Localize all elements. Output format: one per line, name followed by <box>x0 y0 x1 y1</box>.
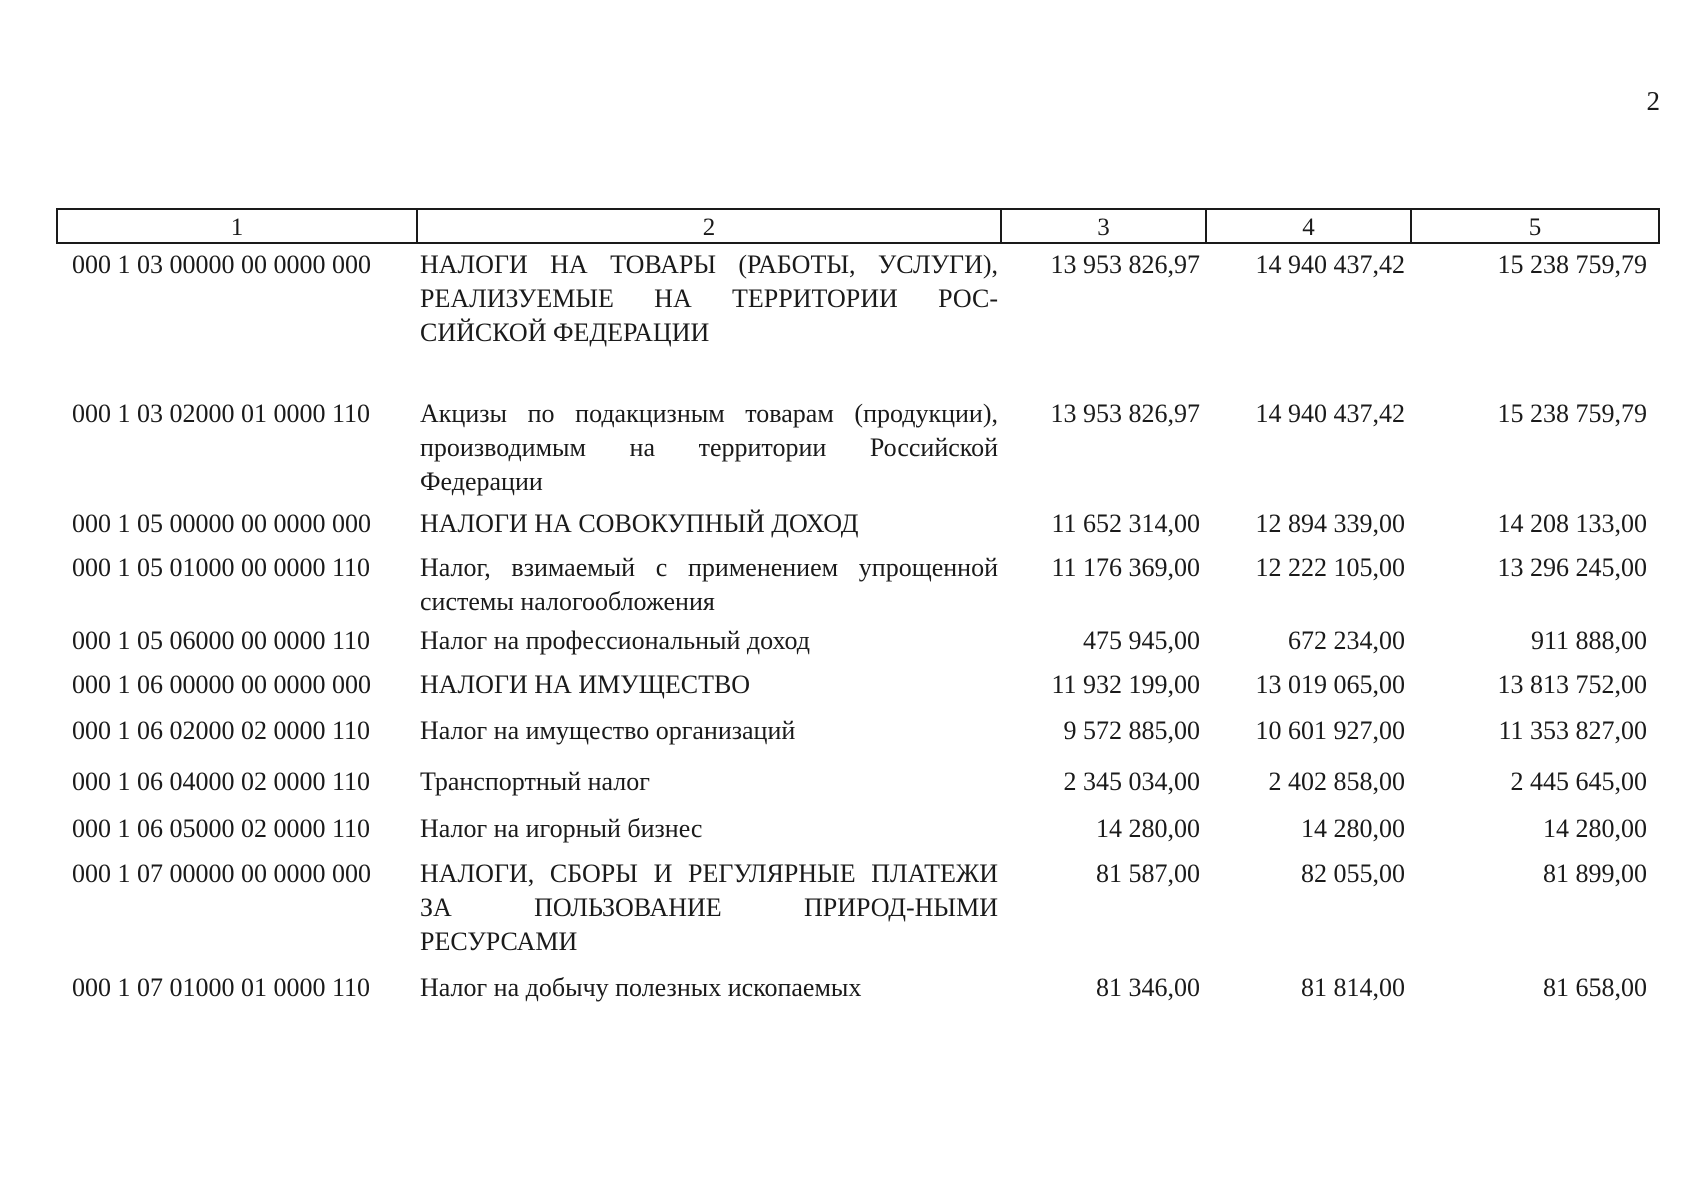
row-value-col-5: 14 208 133,00 <box>1497 509 1647 538</box>
row-code: 000 1 05 01000 00 0000 110 <box>72 553 371 582</box>
row-name: Налог, взимаемый с применением упрощенной системы налогообложения <box>420 553 998 616</box>
row-value-col-4: 13 019 065,00 <box>1255 670 1405 699</box>
row-value-col-5: 81 899,00 <box>1543 859 1647 888</box>
row-code: 000 1 06 00000 00 0000 000 <box>72 670 371 699</box>
page-number: 2 <box>1646 86 1660 116</box>
header-col-2: 2 <box>418 210 1002 242</box>
row-value-col-4: 82 055,00 <box>1301 859 1405 888</box>
row-value-col-5: 13 296 245,00 <box>1497 553 1647 582</box>
row-value-col-4: 14 940 437,42 <box>1255 399 1405 428</box>
row-value-col-4: 81 814,00 <box>1301 973 1405 1002</box>
row-code: 000 1 05 06000 00 0000 110 <box>72 626 371 655</box>
row-code: 000 1 06 04000 02 0000 110 <box>72 767 371 796</box>
row-code: 000 1 06 05000 02 0000 110 <box>72 814 371 843</box>
row-value-col-3: 81 346,00 <box>1096 973 1200 1002</box>
row-code: 000 1 03 02000 01 0000 110 <box>72 399 371 428</box>
row-name: Акцизы по подакцизным товарам (продукции), производимым на территории Российской Федерации <box>420 399 998 496</box>
row-value-col-4: 12 894 339,00 <box>1255 509 1405 538</box>
row-value-col-3: 81 587,00 <box>1096 859 1200 888</box>
header-col-5: 5 <box>1528 214 1542 241</box>
header-col-3: 3 <box>1002 210 1207 242</box>
row-code: 000 1 03 00000 00 0000 000 <box>72 250 371 279</box>
row-name: Налог на имущество организаций <box>420 716 796 745</box>
row-value-col-4: 2 402 858,00 <box>1268 767 1405 796</box>
row-value-col-4: 10 601 927,00 <box>1255 716 1405 745</box>
row-name: НАЛОГИ НА ТОВАРЫ (РАБОТЫ, УСЛУГИ), РЕАЛИЗУЕМЫЕ НА ТЕРРИТОРИИ РОС-СИЙСКОЙ ФЕДЕРАЦИИ <box>420 250 998 347</box>
row-value-col-3: 475 945,00 <box>1083 626 1200 655</box>
row-code: 000 1 07 00000 00 0000 000 <box>72 859 371 888</box>
row-name: Налог на добычу полезных ископаемых <box>420 973 862 1002</box>
row-value-col-3: 13 953 826,97 <box>1050 250 1200 279</box>
row-code: 000 1 05 00000 00 0000 000 <box>72 509 371 538</box>
row-name: Транспортный налог <box>420 767 650 796</box>
row-code: 000 1 07 01000 01 0000 110 <box>72 973 371 1002</box>
header-col-1: 1 <box>58 210 418 242</box>
row-name: НАЛОГИ НА СОВОКУПНЫЙ ДОХОД <box>420 509 859 538</box>
row-value-col-4: 12 222 105,00 <box>1255 553 1405 582</box>
row-value-col-3: 11 932 199,00 <box>1051 670 1200 699</box>
row-value-col-5: 911 888,00 <box>1530 626 1647 655</box>
row-value-col-4: 672 234,00 <box>1288 626 1405 655</box>
row-name: Налог на профессиональный доход <box>420 626 810 655</box>
row-value-col-5: 13 813 752,00 <box>1497 670 1647 699</box>
table-header <box>56 208 1660 244</box>
row-code: 000 1 06 02000 02 0000 110 <box>72 716 371 745</box>
row-value-col-5: 14 280,00 <box>1543 814 1647 843</box>
row-value-col-5: 11 353 827,00 <box>1498 716 1647 745</box>
row-value-col-3: 14 280,00 <box>1096 814 1200 843</box>
row-value-col-3: 11 652 314,00 <box>1051 509 1200 538</box>
row-name: Налог на игорный бизнес <box>420 814 703 843</box>
row-value-col-3: 9 572 885,00 <box>1063 716 1200 745</box>
row-name: НАЛОГИ, СБОРЫ И РЕГУЛЯРНЫЕ ПЛАТЕЖИ ЗА ПОЛЬЗОВАНИЕ ПРИРОД-НЫМИ РЕСУРСАМИ <box>420 859 998 956</box>
row-value-col-3: 2 345 034,00 <box>1063 767 1200 796</box>
row-value-col-4: 14 940 437,42 <box>1255 250 1405 279</box>
row-value-col-5: 15 238 759,79 <box>1497 399 1647 428</box>
row-value-col-4: 14 280,00 <box>1301 814 1405 843</box>
row-value-col-3: 13 953 826,97 <box>1050 399 1200 428</box>
row-value-col-5: 81 658,00 <box>1543 973 1647 1002</box>
row-value-col-5: 2 445 645,00 <box>1510 767 1647 796</box>
row-value-col-5: 15 238 759,79 <box>1497 250 1647 279</box>
header-col-4: 4 <box>1207 210 1412 242</box>
row-value-col-3: 11 176 369,00 <box>1051 553 1200 582</box>
row-name: НАЛОГИ НА ИМУЩЕСТВО <box>420 670 751 699</box>
